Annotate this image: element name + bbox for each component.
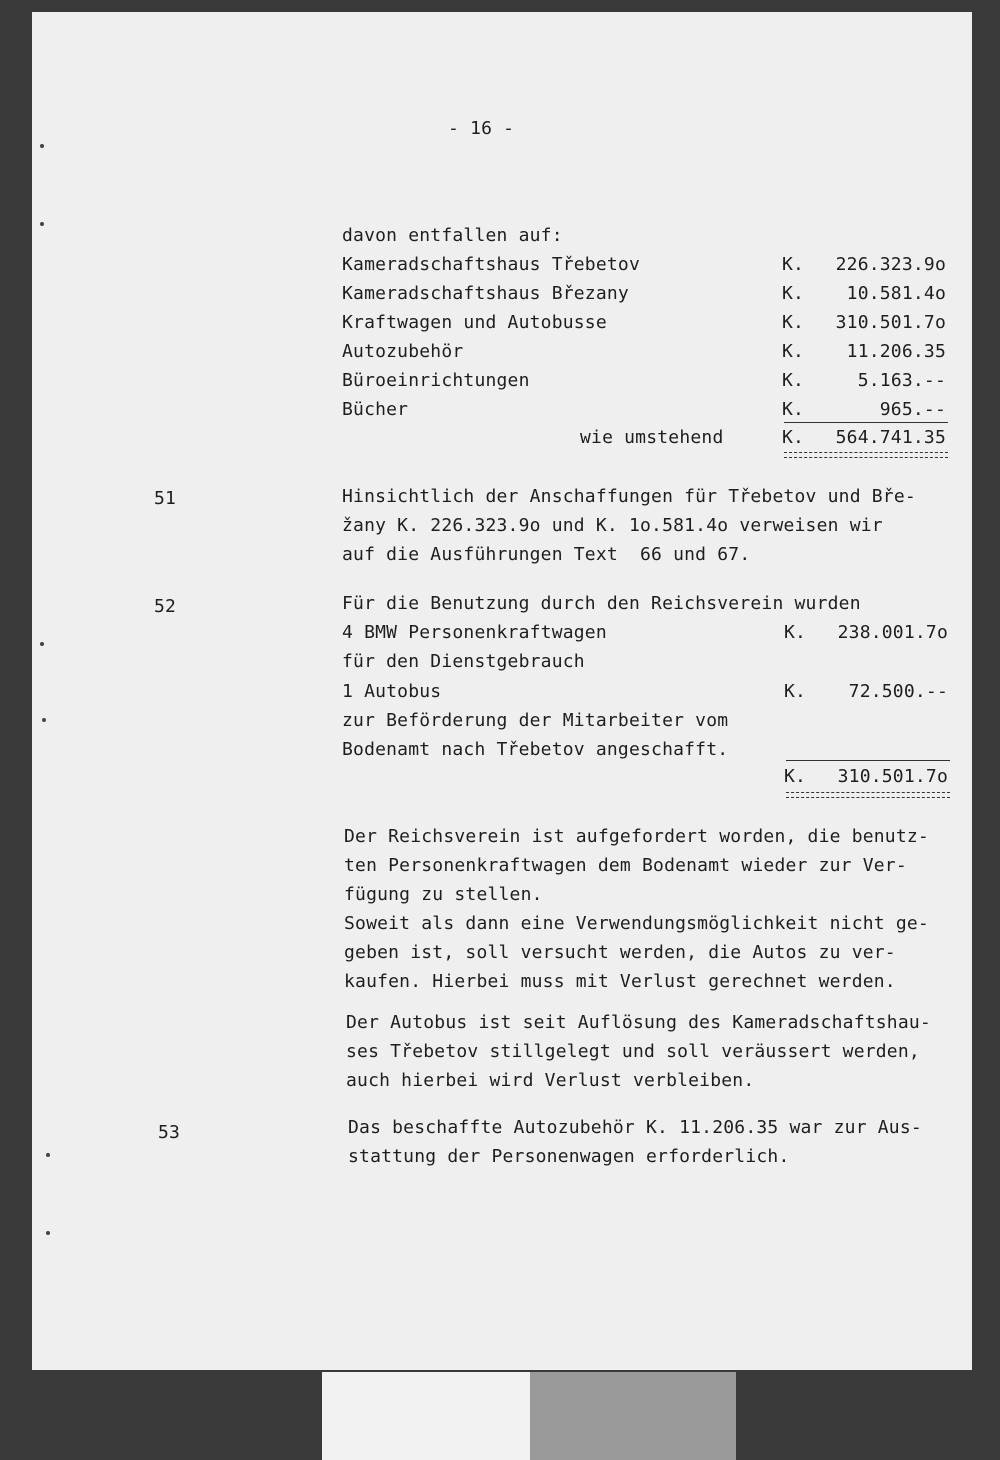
paragraph-line: ten Personenkraftwagen dem Bodenamt wieder zur Ver- — [344, 855, 907, 876]
section-text-line: für den Dienstgebrauch — [342, 651, 585, 672]
margin-dot — [40, 222, 44, 226]
total-label: wie umstehend — [580, 427, 724, 448]
item-currency: K. — [782, 399, 805, 420]
section-text-line: Für die Benutzung durch den Reichsverein wurden — [342, 593, 861, 614]
item-currency: K. — [782, 341, 805, 362]
subtotal-underline — [784, 422, 948, 423]
item-currency: K. — [782, 254, 805, 275]
margin-dot — [42, 718, 46, 722]
section-text-line: žany K. 226.323.9o und K. 1o.581.4o verweisen wir — [342, 515, 883, 536]
item-label: 1 Autobus — [342, 681, 442, 702]
subtotal-underline — [786, 760, 950, 761]
scan-calibration-strip-white — [322, 1372, 530, 1460]
paragraph-line: Der Autobus ist seit Auflösung des Kameradschaftshau- — [346, 1012, 931, 1033]
paragraph-line: Der Reichsverein ist aufgefordert worden, die benutz- — [344, 826, 929, 847]
item-amount: 965.-- — [879, 399, 946, 420]
item-amount: 5.163.-- — [857, 370, 946, 391]
margin-dot — [46, 1231, 50, 1235]
scan-calibration-strip-grey — [530, 1372, 736, 1460]
item-label: 4 BMW Personenkraftwagen — [342, 622, 607, 643]
paragraph-line: kaufen. Hierbei muss mit Verlust gerechnet werden. — [344, 971, 896, 992]
paragraph-line: geben ist, soll versucht werden, die Autos zu ver- — [344, 942, 896, 963]
item-amount: 226.323.9o — [835, 254, 946, 275]
item-label: Kameradschaftshaus Třebetov — [342, 254, 640, 275]
item-amount: 10.581.4o — [846, 283, 946, 304]
item-label: Bücher — [342, 399, 409, 420]
item-label: Autozubehör — [342, 341, 464, 362]
section-text-line: auf die Ausführungen Text 66 und 67. — [342, 544, 751, 565]
section-text-line: Hinsichtlich der Anschaffungen für Třebetov und Bře- — [342, 486, 916, 507]
item-label: Kameradschaftshaus Březany — [342, 283, 629, 304]
item-currency: K. — [782, 283, 805, 304]
total-double-underline — [786, 792, 950, 798]
paragraph-line: fügung zu stellen. — [344, 884, 543, 905]
item-label: Büroeinrichtungen — [342, 370, 530, 391]
margin-dot — [46, 1153, 50, 1157]
section-text-line: zur Beförderung der Mitarbeiter vom — [342, 710, 729, 731]
total-double-underline — [784, 452, 948, 458]
margin-dot — [40, 144, 44, 148]
total-currency: K. — [782, 427, 805, 448]
list-intro: davon entfallen auf: — [342, 225, 563, 246]
paragraph-line: auch hierbei wird Verlust verbleiben. — [346, 1070, 755, 1091]
item-currency: K. — [784, 622, 807, 643]
item-amount: 11.206.35 — [846, 341, 946, 362]
section-number: 51 — [154, 488, 177, 509]
section-text-line: stattung der Personenwagen erforderlich. — [348, 1146, 790, 1167]
paragraph-line: Soweit als dann eine Verwendungsmöglichkeit nicht ge- — [344, 913, 929, 934]
page-number: - 16 - — [448, 118, 515, 139]
total-currency: K. — [784, 766, 807, 787]
item-currency: K. — [782, 312, 805, 333]
total-amount: 310.501.7o — [837, 766, 948, 787]
section-number: 53 — [158, 1122, 181, 1143]
section-number: 52 — [154, 596, 177, 617]
item-amount: 238.001.7o — [837, 622, 948, 643]
item-label: Kraftwagen und Autobusse — [342, 312, 607, 333]
section-text-line: Das beschaffte Autozubehör K. 11.206.35 war zur Aus- — [348, 1117, 922, 1138]
item-amount: 72.500.-- — [848, 681, 948, 702]
section-text-line: Bodenamt nach Třebetov angeschafft. — [342, 739, 729, 760]
item-currency: K. — [782, 370, 805, 391]
paragraph-line: ses Třebetov stillgelegt und soll veräussert werden, — [346, 1041, 920, 1062]
item-currency: K. — [784, 681, 807, 702]
margin-dot — [40, 642, 44, 646]
item-amount: 310.501.7o — [835, 312, 946, 333]
total-amount: 564.741.35 — [835, 427, 946, 448]
